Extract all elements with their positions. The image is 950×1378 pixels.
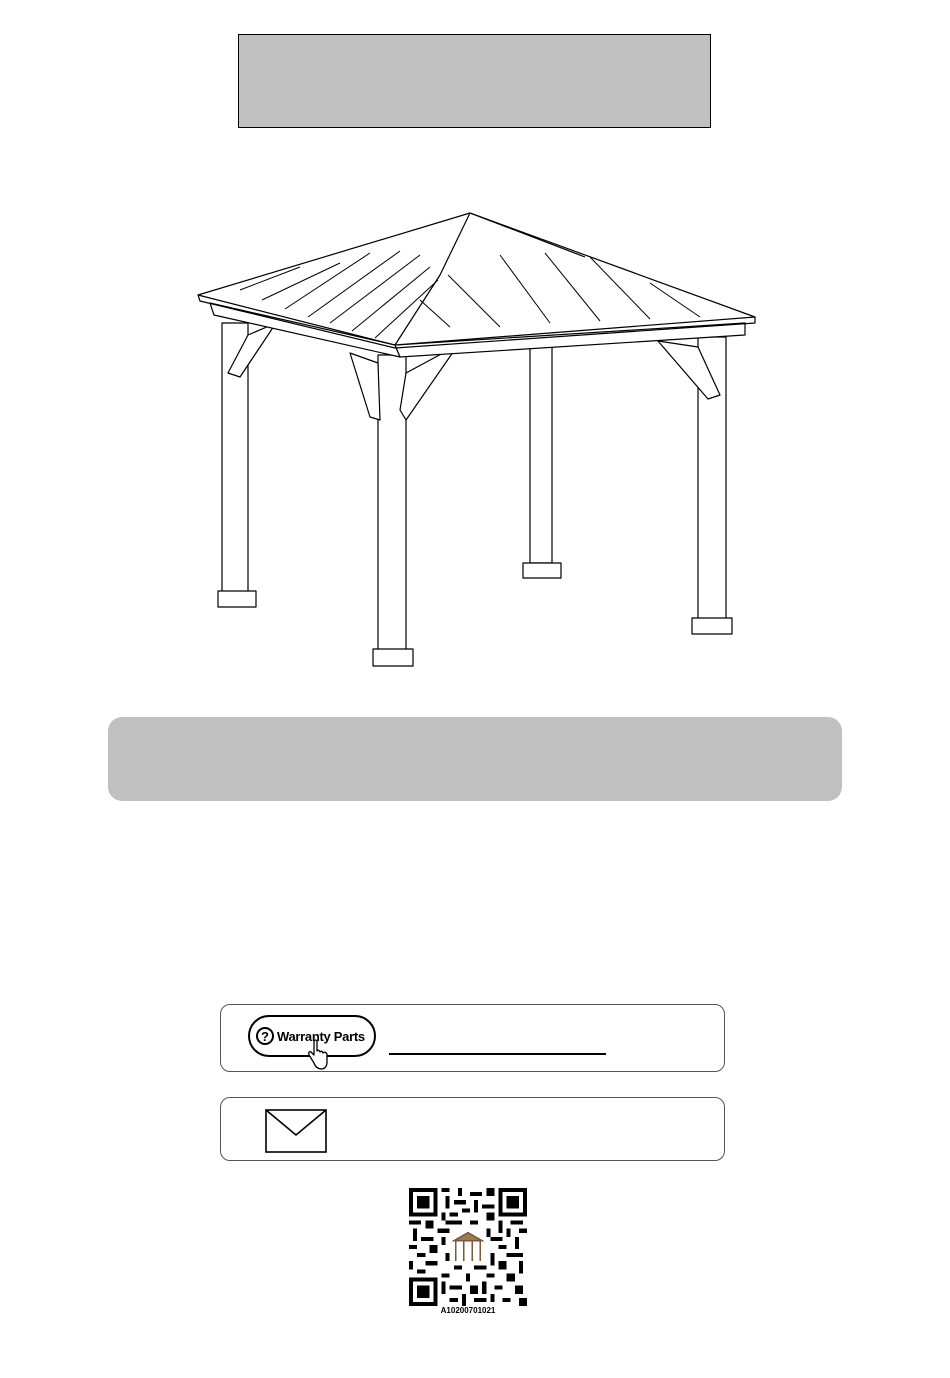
warranty-link-line: [389, 1053, 606, 1055]
gazebo-foot-right: [692, 618, 732, 634]
title-box: [238, 34, 711, 128]
hand-pointer-icon: [307, 1039, 329, 1071]
gazebo-brace: [350, 353, 380, 420]
qr-code[interactable]: [409, 1188, 527, 1306]
subtitle-banner: [108, 717, 842, 801]
mail-contact-box: [220, 1097, 725, 1161]
gazebo-post-back: [530, 345, 552, 563]
gazebo-illustration: [180, 205, 770, 675]
gazebo-foot-front: [373, 649, 413, 666]
question-icon: ?: [256, 1027, 274, 1045]
warranty-contact-box: [220, 1004, 725, 1072]
gazebo-foot-left: [218, 591, 256, 607]
gazebo-foot-back: [523, 563, 561, 578]
warranty-parts-label: Warranty Parts: [277, 1028, 365, 1044]
envelope-icon: [265, 1109, 327, 1153]
qr-caption: A10200701021: [440, 1306, 496, 1315]
